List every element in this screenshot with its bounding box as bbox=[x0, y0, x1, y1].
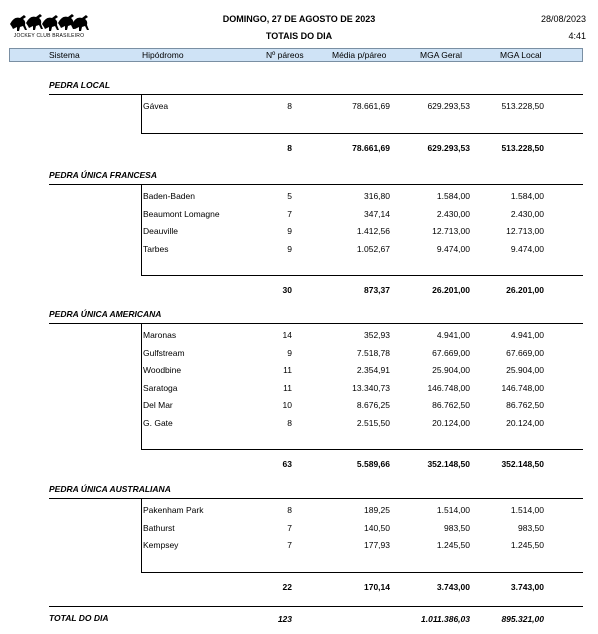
subtotal-pareos: 8 bbox=[287, 142, 292, 153]
table-row-mga-local: 2.430,00 bbox=[510, 208, 544, 219]
table-row-pareos: 8 bbox=[287, 101, 292, 111]
section-title: PEDRA ÚNICA AUSTRALIANA bbox=[49, 484, 171, 494]
subtotal-mga-local: 352.148,50 bbox=[501, 459, 544, 469]
table-row-mga-geral: 86.762,50 bbox=[432, 400, 470, 410]
section-title: PEDRA ÚNICA FRANCESA bbox=[49, 170, 157, 180]
hipodromo-column-rule bbox=[141, 94, 142, 133]
table-row-mga-local: 9.474,00 bbox=[510, 243, 544, 254]
print-time: 4:41 bbox=[568, 31, 586, 41]
table-row-mga-local: 1.514,00 bbox=[510, 505, 544, 515]
subtotal-mga-local: 26.201,00 bbox=[506, 285, 544, 295]
hipodromo-column-rule bbox=[141, 323, 142, 449]
grand-total-mga-local: 895.321,00 bbox=[501, 614, 544, 624]
col-hipodromo: Hipódromo bbox=[142, 50, 184, 60]
column-header-bar bbox=[9, 48, 583, 62]
table-row-mga-local: 67.669,00 bbox=[506, 347, 544, 358]
subtotal-media: 873,37 bbox=[364, 285, 390, 295]
table-row-mga-local: 86.762,50 bbox=[506, 400, 544, 410]
table-row-mga-local: 4.941,00 bbox=[510, 330, 544, 340]
table-row-hipodromo: G. Gate bbox=[143, 417, 173, 428]
grand-total-mga-geral: 1.011.386,03 bbox=[421, 614, 470, 624]
subtotal-rule bbox=[141, 572, 583, 573]
table-row-hipodromo: Bathurst bbox=[143, 522, 175, 533]
report-subtitle: TOTAIS DO DIA bbox=[265, 31, 333, 41]
table-row-hipodromo: Gulfstream bbox=[143, 347, 185, 358]
table-row-media: 2.515,50 bbox=[356, 417, 390, 428]
table-row-mga-local: 1.245,50 bbox=[510, 540, 544, 550]
table-row-media: 316,80 bbox=[364, 191, 390, 201]
table-row-mga-geral: 983,50 bbox=[444, 522, 470, 533]
table-row-mga-geral: 1.514,00 bbox=[436, 505, 470, 515]
subtotal-mga-geral: 26.201,00 bbox=[432, 285, 470, 295]
table-row-pareos: 8 bbox=[287, 505, 292, 515]
table-row-pareos: 7 bbox=[287, 540, 292, 550]
table-row-mga-local: 12.713,00 bbox=[506, 226, 544, 236]
hipodromo-column-rule bbox=[141, 184, 142, 275]
table-row-mga-local: 983,50 bbox=[518, 522, 544, 533]
grand-total-label: TOTAL DO DIA bbox=[49, 613, 109, 623]
table-row-pareos: 10 bbox=[282, 400, 292, 410]
table-row-media: 347,14 bbox=[364, 208, 390, 219]
table-row-mga-geral: 629.293,53 bbox=[427, 101, 470, 111]
subtotal-media: 5.589,66 bbox=[356, 459, 390, 469]
table-row-hipodromo: Gávea bbox=[143, 101, 169, 111]
print-date: 28/08/2023 bbox=[540, 14, 586, 24]
col-mga-local: MGA Local bbox=[500, 50, 542, 60]
col-mga-geral: MGA Geral bbox=[420, 50, 463, 60]
section-rule bbox=[49, 94, 583, 95]
table-row-hipodromo: Saratoga bbox=[143, 382, 178, 393]
col-sistema: Sistema bbox=[49, 50, 80, 60]
table-row-hipodromo: Pakenham Park bbox=[143, 505, 204, 515]
logo-text: JOCKEY CLUB BRASILEIRO bbox=[13, 33, 85, 39]
report-date-title: DOMINGO, 27 DE AGOSTO DE 2023 bbox=[222, 14, 376, 24]
subtotal-rule bbox=[141, 275, 583, 276]
subtotal-media: 170,14 bbox=[364, 581, 390, 592]
table-row-mga-geral: 25.904,00 bbox=[432, 365, 470, 375]
subtotal-media: 78.661,69 bbox=[352, 142, 390, 153]
table-row-media: 352,93 bbox=[364, 330, 390, 340]
table-row-media: 8.676,25 bbox=[356, 400, 390, 410]
table-row-mga-geral: 1.245,50 bbox=[436, 540, 470, 550]
section-rule bbox=[49, 184, 583, 185]
table-row-mga-local: 513.228,50 bbox=[501, 101, 544, 111]
subtotal-mga-geral: 352.148,50 bbox=[427, 459, 470, 469]
table-row-media: 13.340,73 bbox=[352, 382, 390, 393]
table-row-hipodromo: Woodbine bbox=[143, 365, 182, 375]
table-row-mga-geral: 2.430,00 bbox=[436, 208, 470, 219]
table-row-mga-geral: 146.748,00 bbox=[427, 382, 470, 393]
table-row-hipodromo: Baden-Baden bbox=[143, 191, 195, 201]
table-row-mga-geral: 9.474,00 bbox=[436, 243, 470, 254]
subtotal-pareos: 63 bbox=[282, 459, 292, 469]
table-row-pareos: 5 bbox=[287, 191, 292, 201]
table-row-hipodromo: Del Mar bbox=[143, 400, 173, 410]
table-row-mga-geral: 12.713,00 bbox=[432, 226, 470, 236]
table-row-hipodromo: Deauville bbox=[143, 226, 178, 236]
table-row-mga-local: 1.584,00 bbox=[510, 191, 544, 201]
table-row-pareos: 7 bbox=[287, 522, 292, 533]
table-row-media: 7.518,78 bbox=[356, 347, 390, 358]
table-row-media: 1.412,56 bbox=[356, 226, 390, 236]
table-row-hipodromo: Beaumont Lomagne bbox=[143, 208, 220, 219]
table-row-media: 189,25 bbox=[364, 505, 390, 515]
section-rule bbox=[49, 323, 583, 324]
table-row-pareos: 11 bbox=[283, 365, 292, 375]
grand-total-rule bbox=[49, 606, 583, 607]
table-row-mga-local: 20.124,00 bbox=[506, 417, 544, 428]
table-row-media: 2.354,91 bbox=[356, 365, 390, 375]
table-row-pareos: 8 bbox=[287, 417, 292, 428]
subtotal-mga-geral: 3.743,00 bbox=[436, 581, 470, 592]
table-row-hipodromo: Tarbes bbox=[143, 243, 169, 254]
hipodromo-column-rule bbox=[141, 498, 142, 572]
table-row-mga-geral: 1.584,00 bbox=[436, 191, 470, 201]
subtotal-pareos: 22 bbox=[282, 581, 292, 592]
table-row-media: 177,93 bbox=[364, 540, 390, 550]
table-row-hipodromo: Maronas bbox=[143, 330, 177, 340]
table-row-media: 1.052,67 bbox=[356, 243, 390, 254]
table-row-media: 140,50 bbox=[364, 522, 390, 533]
subtotal-mga-local: 513.228,50 bbox=[501, 142, 544, 153]
table-row-mga-geral: 20.124,00 bbox=[432, 417, 470, 428]
section-title: PEDRA ÚNICA AMERICANA bbox=[49, 309, 162, 319]
table-row-pareos: 14 bbox=[282, 330, 292, 340]
section-title: PEDRA LOCAL bbox=[49, 80, 111, 90]
table-row-pareos: 9 bbox=[287, 347, 292, 358]
table-row-mga-local: 146.748,00 bbox=[501, 382, 544, 393]
table-row-pareos: 7 bbox=[287, 208, 292, 219]
col-pareos: Nº páreos bbox=[266, 50, 304, 60]
table-row-mga-local: 25.904,00 bbox=[506, 365, 544, 375]
table-row-media: 78.661,69 bbox=[352, 101, 390, 111]
subtotal-rule bbox=[141, 133, 583, 134]
table-row-hipodromo: Kempsey bbox=[143, 540, 179, 550]
subtotal-mga-geral: 629.293,53 bbox=[427, 142, 470, 153]
subtotal-mga-local: 3.743,00 bbox=[510, 581, 544, 592]
subtotal-pareos: 30 bbox=[282, 285, 292, 295]
table-row-mga-geral: 4.941,00 bbox=[436, 330, 470, 340]
table-row-mga-geral: 67.669,00 bbox=[432, 347, 470, 358]
table-row-pareos: 11 bbox=[283, 382, 292, 393]
grand-total-pareos: 123 bbox=[277, 614, 292, 624]
table-row-pareos: 9 bbox=[287, 226, 292, 236]
table-row-pareos: 9 bbox=[287, 243, 292, 254]
col-media: Média p/páreo bbox=[332, 50, 387, 60]
section-rule bbox=[49, 498, 583, 499]
subtotal-rule bbox=[141, 449, 583, 450]
